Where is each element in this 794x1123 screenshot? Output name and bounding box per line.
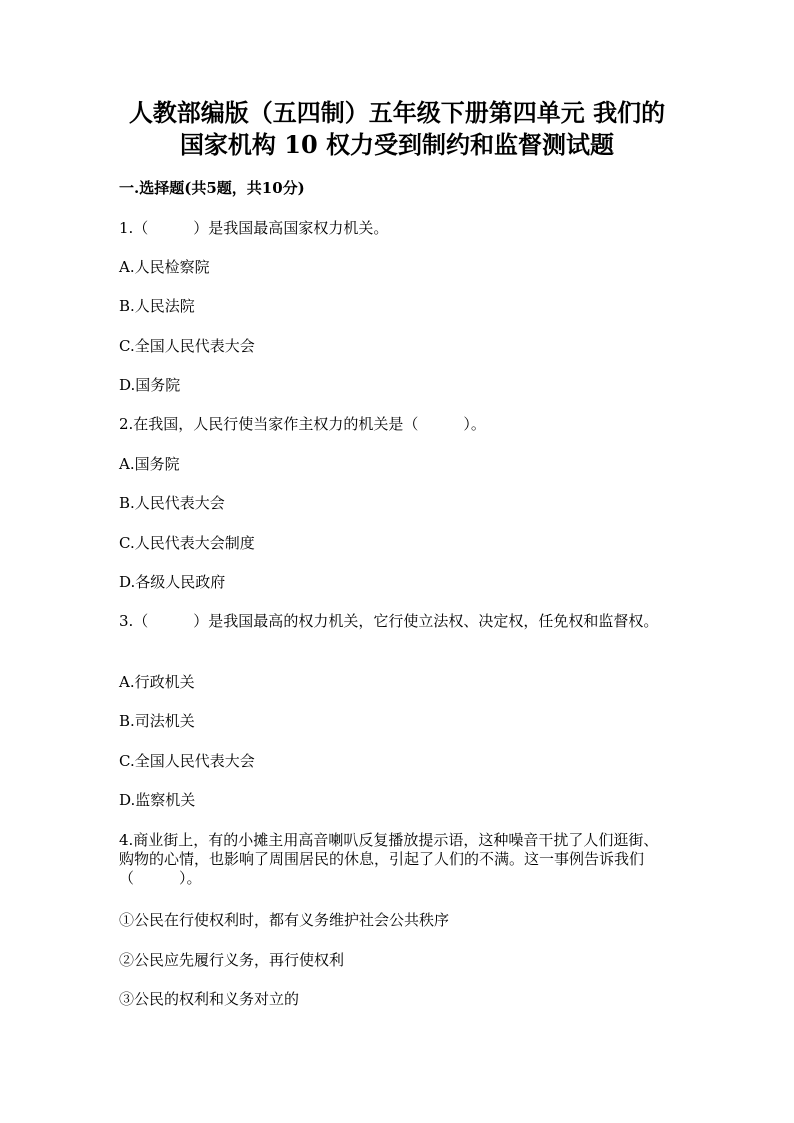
question-4-option-2: ②公民应先履行义务，再行使权利	[119, 951, 345, 969]
question-2-stem: 2.在我国，人民行使当家作主权力的机关是（ ）。	[119, 415, 486, 433]
question-1-option-b: B.人民法院	[119, 297, 195, 315]
question-3-option-c: C.全国人民代表大会	[119, 752, 255, 770]
question-1-option-a: A.人民检察院	[119, 258, 210, 276]
question-4-option-1: ①公民在行使权利时，都有义务维护社会公共秩序	[119, 911, 450, 929]
question-2-option-b: B.人民代表大会	[119, 494, 225, 512]
question-3-option-b: B.司法机关	[119, 712, 195, 730]
question-4-stem: 4.商业街上，有的小摊主用高音喇叭反复播放提示语，这种噪音干扰了人们逛街、购物的心情，也影响了周围居民的休息，引起了人们的不满。这一事例告诉我们（ ）。	[119, 831, 659, 887]
question-3-option-a: A.行政机关	[119, 673, 195, 691]
question-1-option-d: D.国务院	[119, 376, 181, 394]
question-2-option-a: A.国务院	[119, 455, 180, 473]
question-2-option-c: C.人民代表大会制度	[119, 534, 255, 552]
document-title-line-1: 人教部编版（五四制）五年级下册第四单元 我们的	[128, 98, 666, 127]
question-3-option-d: D.监察机关	[119, 791, 196, 809]
document-title-line-2: 国家机构 10 权力受到制约和监督测试题	[179, 130, 615, 159]
section-heading: 一.选择题(共5题，共10分)	[119, 179, 305, 197]
question-1-option-c: C.全国人民代表大会	[119, 337, 255, 355]
question-1-stem: 1.（ ）是我国最高国家权力机关。	[119, 219, 389, 237]
question-3-stem: 3.（ ）是我国最高的权力机关，它行使立法权、决定权，任免权和监督权。	[119, 612, 659, 630]
question-4-option-3: ③公民的权利和义务对立的	[119, 990, 300, 1008]
question-2-option-d: D.各级人民政府	[119, 573, 226, 591]
